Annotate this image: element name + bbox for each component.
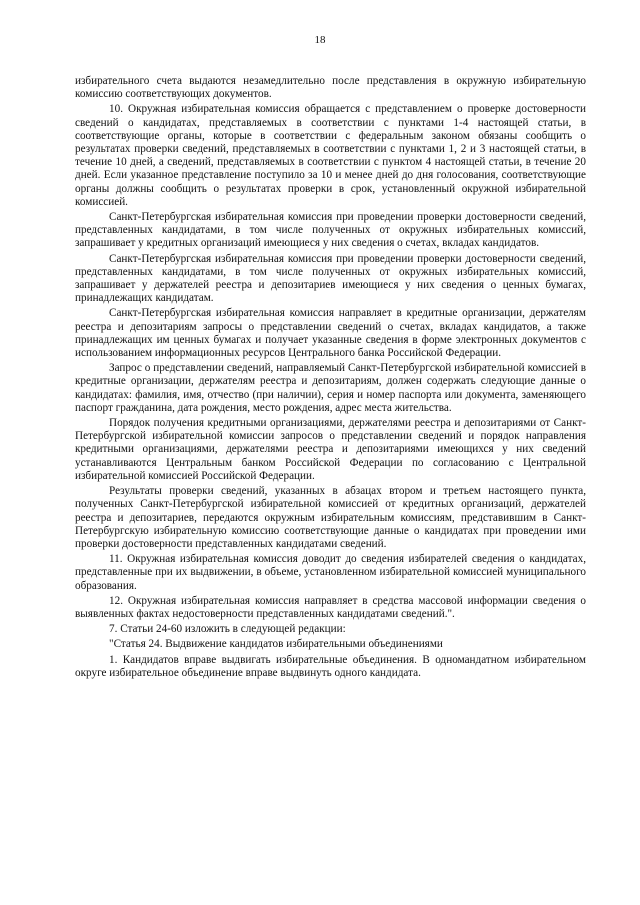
paragraph: Результаты проверки сведений, указанных в абзацах втором и третьем настоящего пункта, полученных Санкт-Петербургской избирательной комиссией от кредитных организаций, держателей реестра и депозитариев, передаются окружным избирательным комиссиям, представившим в Санкт-Петербургскую избирательную комиссию соответствующие данные о кандидатах при проведении ими проверки достоверности представленных кандидатами сведений. bbox=[75, 485, 586, 550]
document-body bbox=[75, 75, 586, 680]
page-number: 18 bbox=[314, 34, 326, 46]
paragraph: 10. Окружная избирательная комиссия обращается с представлением о проверке достоверности сведений о кандидатах, представляемых в соответствии с пунктами 1-4 настоящей статьи, в соответствующие органы, которые в соответствии с федеральным законом обязаны сообщить о результатах проверки сведений, представляемых в соответствии с пунктами 1, 2 и 3 настоящей статьи, в течение 10 дней, а сведений, представляемых в соответствии с пунктом 4 настоящей статьи, в течение 20 дней. Если указанное представление поступило за 10 и менее дней до дня голосования, соответствующие органы должны сообщить о результатах проверки в срок, установленный окружной избирательной комиссией. bbox=[75, 103, 586, 208]
paragraph: 1. Кандидатов вправе выдвигать избирательные объединения. В одномандатном избирательном округе избирательное объединение вправе выдвинуть одного кандидата. bbox=[75, 653, 586, 679]
paragraph: Санкт-Петербургская избирательная комиссия при проведении проверки достоверности сведений, представленных кандидатами, в том числе полученных от окружных избирательных комиссий, запрашивает у держателей реестра и депозитариев имеющиеся у них сведения о ценных бумагах, принадлежащих кандидатам. bbox=[75, 252, 586, 305]
paragraph: Порядок получения кредитными организациями, держателями реестра и депозитариями от Санкт-Петербургской избирательной комиссии запросов о представлении сведений и порядок направления кредитными организациями, держателями реестра и депозитариями имеющихся у них сведений устанавливаются Центральным банком Российской Федерации по согласованию с Центральной избирательной комиссией Российской Федерации. bbox=[75, 417, 586, 482]
paragraph: 7. Статьи 24-60 изложить в следующей редакции: bbox=[109, 623, 346, 636]
paragraph: "Статья 24. Выдвижение кандидатов избирательными объединениями bbox=[109, 638, 443, 651]
paragraph: избирательного счета выдаются незамедлительно после представления в окружную избирательную комиссию соответствующих документов. bbox=[75, 75, 586, 101]
paragraph: 11. Окружная избирательная комиссия доводит до сведения избирателей сведения о кандидатах, представленные при их выдвижении, в объеме, установленном избирательной комиссией муниципального образования. bbox=[75, 553, 586, 592]
paragraph: 12. Окружная избирательная комиссия направляет в средства массовой информации сведения о выявленных фактах недостоверности представленных кандидатами сведений.". bbox=[75, 594, 586, 620]
paragraph: Санкт-Петербургская избирательная комиссия при проведении проверки достоверности сведений, представленных кандидатами, в том числе полученных от окружных избирательных комиссий, запрашивает у кредитных организаций имеющиеся у них сведения о счетах, вкладах кандидатов. bbox=[75, 211, 586, 250]
paragraph: Запрос о представлении сведений, направляемый Санкт-Петербургской избирательной комиссией в кредитные организации, держателям реестра и депозитариям, должен содержать следующие данные о кандидатах: фамилия, имя, отчество (при наличии), серия и номер паспорта или документа, заменяющего паспорт гражданина, дата рождения, место рождения, адрес места жительства. bbox=[75, 362, 586, 414]
paragraph: Санкт-Петербургская избирательная комиссия направляет в кредитные организации, держателям реестра и депозитариям запросы о представлении сведений о счетах, вкладах кандидатов, а также принадлежащих им ценных бумагах и получает указанные сведения в форме электронных документов с использованием информационных ресурсов Центрального банка Российской Федерации. bbox=[75, 307, 586, 360]
